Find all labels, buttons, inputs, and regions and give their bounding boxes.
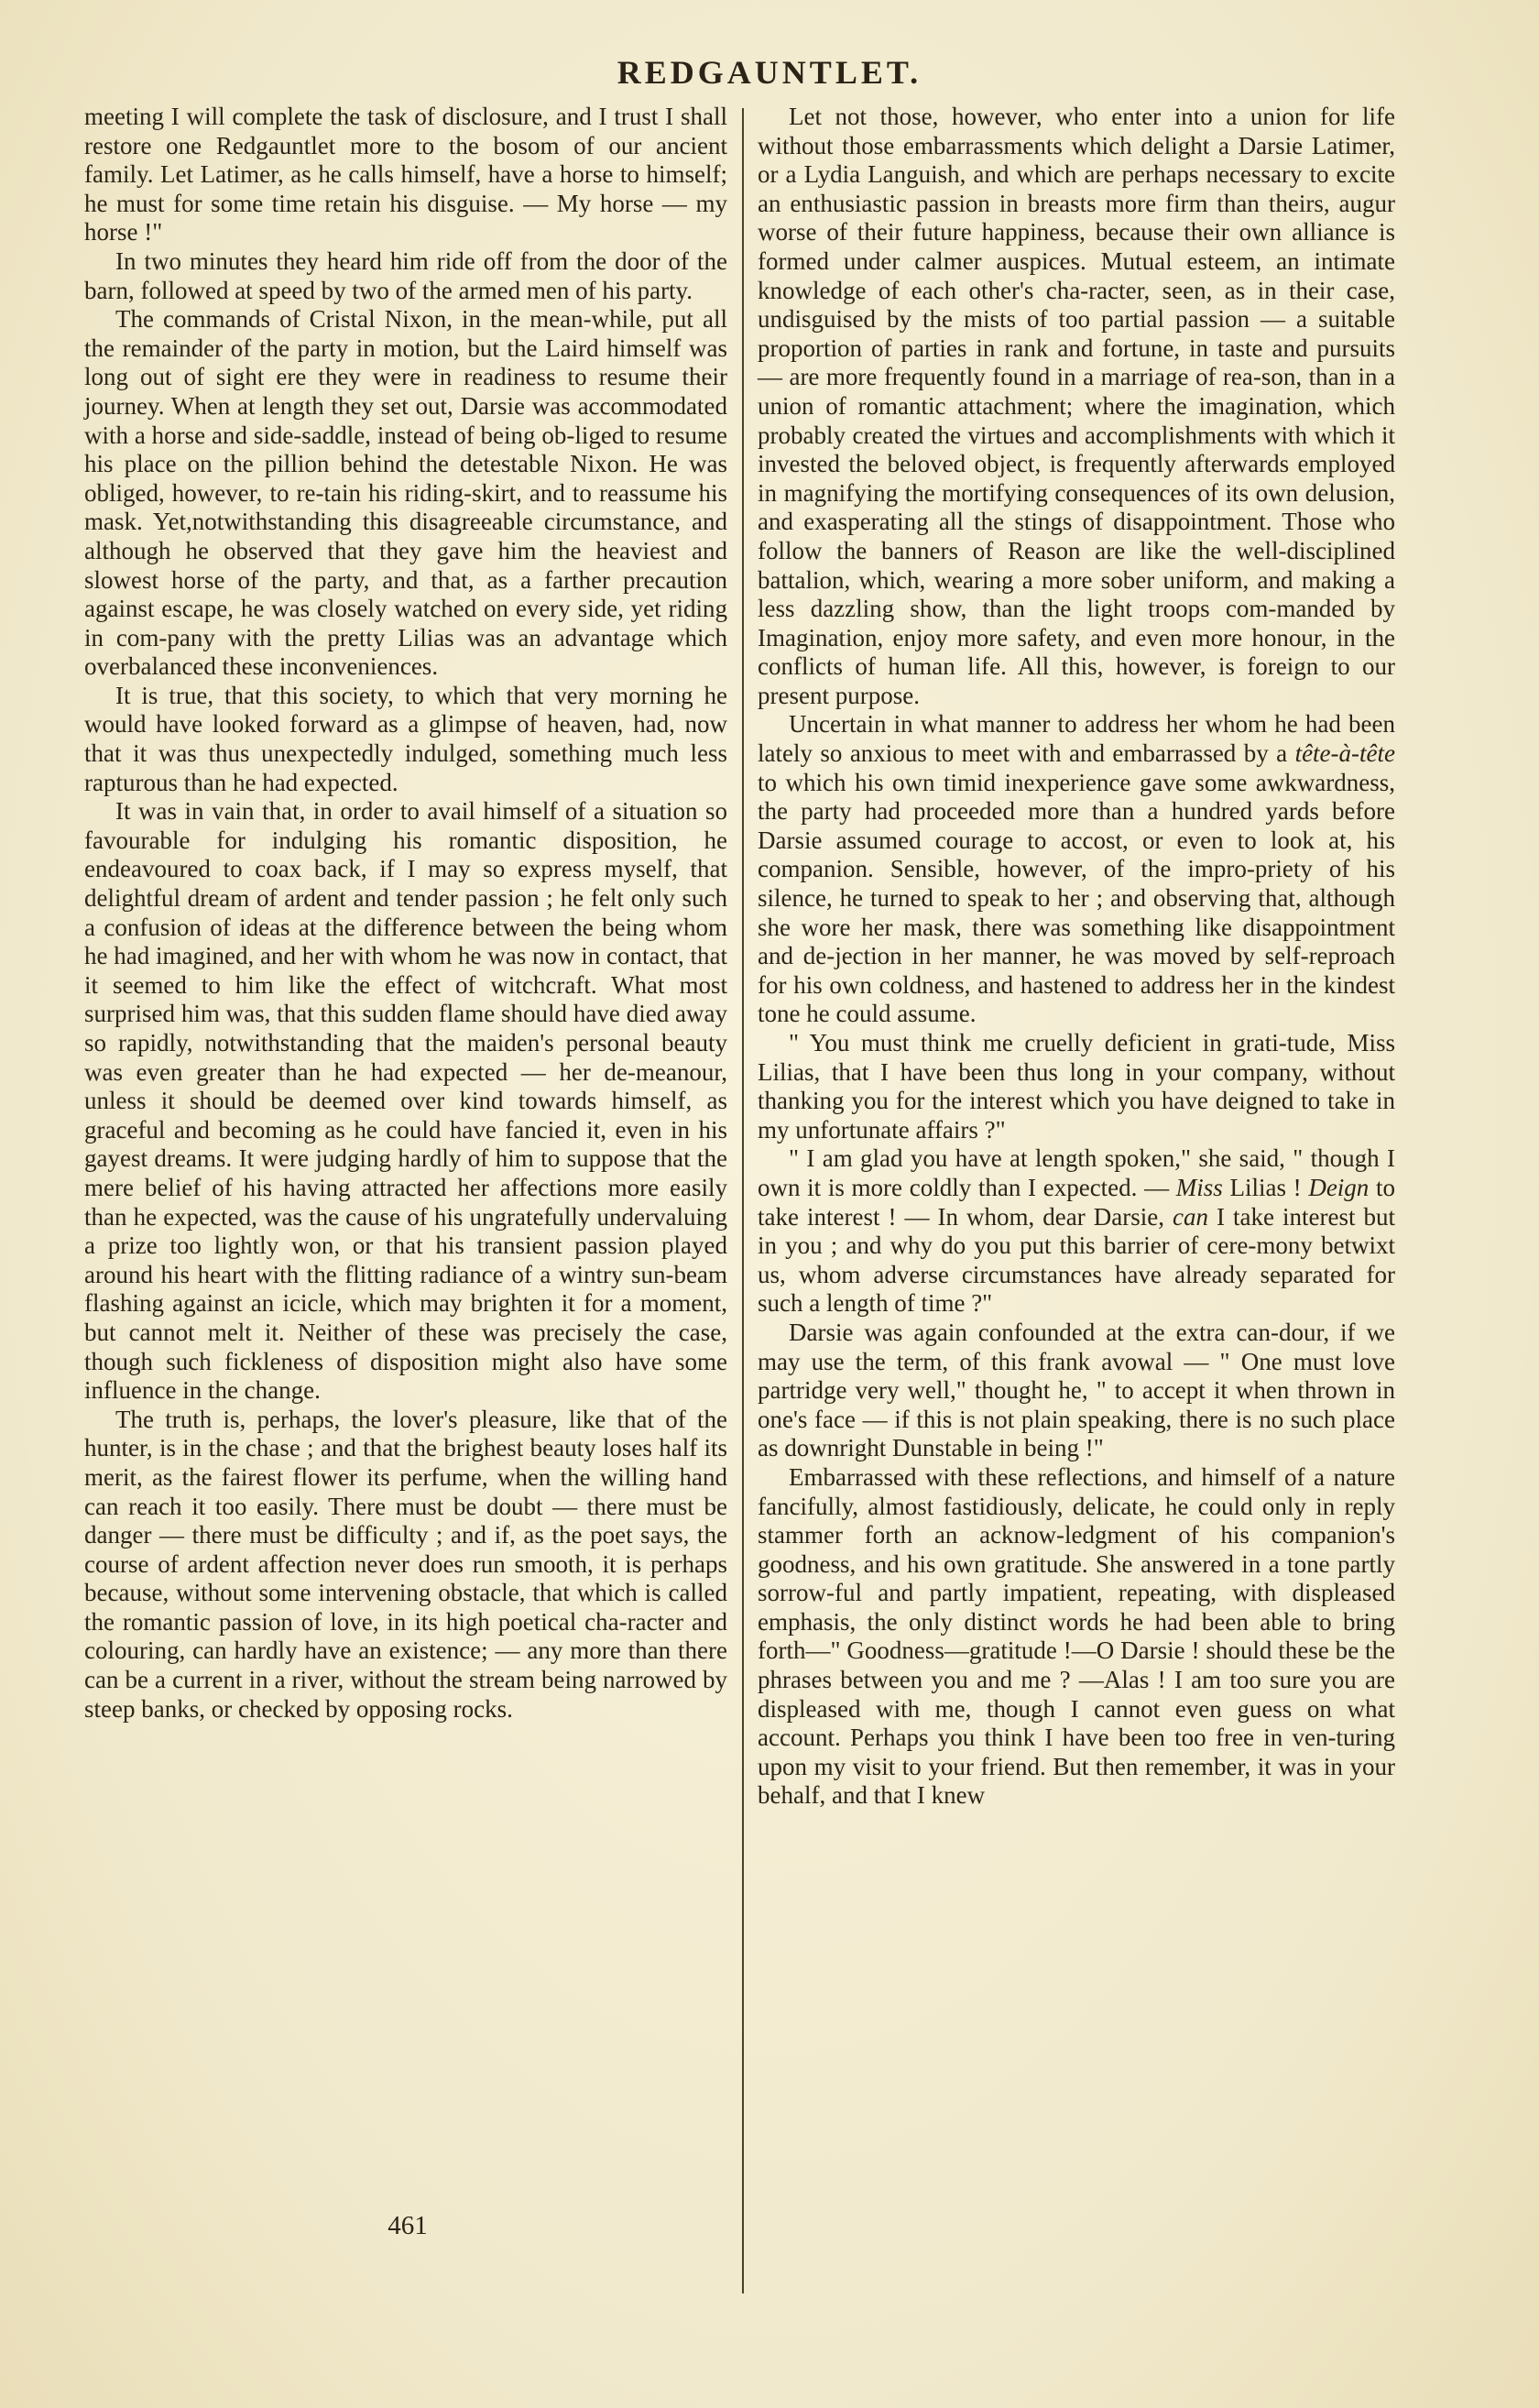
column-divider — [742, 108, 744, 2293]
paragraph: " You must think me cruelly deficient in grati-tude, Miss Lilias, that I have been thus long in your company, without thanking you for the interest which you have deigned to take in my unfortunate affairs ?" — [758, 1029, 1395, 1144]
paragraph: meeting I will complete the task of disclosure, and I trust I shall restore one Redgauntlet more to the bosom of our ancient family. Let Latimer, as he calls himself, have a horse to himself; he must for some time retain his disguise. — My horse — my horse !" — [84, 103, 727, 246]
paragraph: Let not those, however, who enter into a union for life without those embarrassments which delight a Darsie Latimer, or a Lydia Languish, and which are perhaps necessary to excite an enthusiastic passion in breasts more firm than theirs, augur worse of their future happiness, because their own alliance is formed under calmer auspices. Mutual esteem, an intimate knowledge of each other's cha-racter, seen, as in their case, undisguised by the mists of too partial passion — a suitable proportion of parties in rank and fortune, in taste and pursuits — are more frequently found in a marriage of rea-son, than in a union of romantic attachment; where the imagination, which probably created the virtues and accomplishments with which it invested the beloved object, is frequently afterwards employed in magnifying the mortifying consequences of its own delusion, and exasperating all the stings of disappointment. Those who follow the banners of Reason are like the well-disciplined battalion, which, wearing a more sober uniform, and making a less dazzling show, than the light troops com-manded by Imagination, enjoy more safety, and even more honour, in the conflicts of human life. All this, however, is foreign to our present purpose. — [758, 103, 1395, 709]
paragraph — [758, 710, 1395, 1029]
italic-word: Miss — [1175, 1173, 1223, 1201]
italic-word: Deign — [1308, 1173, 1370, 1201]
paragraph: In two minutes they heard him ride off from the door of the barn, followed at speed by two of the armed men of his party. — [84, 246, 727, 304]
paragraph: Darsie was again confounded at the extra can-dour, if we may use the term, of this frank avowal — " One must love partridge very well," thought he, " to accept it when thrown in one's face — if this is not plain speaking, there is no such place as downright Dunstable in being !" — [758, 1318, 1395, 1462]
italic-phrase: tête-à-tête — [1294, 739, 1395, 768]
paragraph-text: Uncertain in what manner to address her whom he had been lately so anxious to meet with and embarrassed by a — [758, 710, 1395, 768]
paragraph: It was in vain that, in order to avail himself of a situation so favourable for indulging his romantic disposition, he endeavoured to coax back, if I may so express myself, that delightful dream of ardent and tender passion ; he felt only such a confusion of ideas at the difference between the being whom he had imagined, and her with whom he was now in contact, that it seemed to him like the effect of witchcraft. What most surprised him was, that this sudden flame should have died away so rapidly, notwithstanding that the maiden's personal beauty was even greater than he had expected — her de-meanour, unless it should be deemed over kind towards himself, as graceful and becoming as he could have fancied it, even in his gayest dreams. It were judging hardly of him to suppose that the mere belief of his having attracted her affections more easily than he expected, was the cause of his ungratefully undervaluing a prize too lightly won, or that his transient passion played around his heart with the flitting radiance of a wintry sun-beam flashing against an icicle, which may brighten it for a moment, but cannot melt it. Neither of these was precisely the case, though such fickleness of disposition might also have some influence in the change. — [84, 797, 727, 1405]
running-head-title: REDGAUNTLET. — [617, 54, 922, 91]
left-column — [84, 103, 727, 1724]
page-number: 461 — [387, 2211, 428, 2240]
paragraph-text: to which his own timid inexperience gave some awkwardness, the party had proceeded more than a hundred yards before Darsie assumed courage to accost, or even to look at, his companion. Sensible, however, of the impro-priety of his silence, he turned to speak to her ; and observing that, although she wore her mask, there was something like disappointment and de-jection in her manner, he was moved by self-reproach for his own coldness, and hastened to address her in the kindest tone he could assume. — [758, 768, 1395, 1028]
paragraph-text: I take interest but in you ; and why do you put this barrier of cere-mony betwixt us, whom adverse circumstances have already separated for such a length of time ?" — [758, 1202, 1395, 1318]
paragraph: It is true, that this society, to which that very morning he would have looked forward as a glimpse of heaven, had, now that it was thus unexpectedly indulged, something much less rapturous than he had expected. — [84, 681, 727, 796]
italic-word: can — [1173, 1202, 1208, 1231]
right-column — [758, 103, 1395, 1811]
paragraph: The truth is, perhaps, the lover's pleasure, like that of the hunter, is in the chase ; and that the brighest beauty loses half its merit, as the fairest flower its perfume, when the willing hand can reach it too easily. There must be doubt — there must be danger — there must be difficulty ; and if, as the poet says, the course of ardent affection never does run smooth, it is perhaps because, without some intervening obstacle, that which is called the romantic passion of love, in its high poetical cha-racter and colouring, can hardly have an existence; — any more than there can be a current in a river, without the stream being narrowed by steep banks, or checked by opposing rocks. — [84, 1405, 727, 1723]
paragraph-text: Lilias ! — [1222, 1173, 1309, 1201]
paragraph: Embarrassed with these reflections, and himself of a nature fancifully, almost fastidiously, delicate, he could only in reply stammer forth an acknow-ledgment of his companion's goodness, and his own gratitude. She answered in a tone partly sorrow-ful and partly impatient, repeating, with displeased emphasis, the only distinct words he had been able to bring forth—" Goodness—gratitude !—O Darsie ! should these be the phrases between you and me ? —Alas ! I am too sure you are displeased with me, though I cannot even guess on what account. Perhaps you think I have been too free in ven-turing upon my visit to your friend. But then remember, it was in your behalf, and that I knew — [758, 1462, 1395, 1810]
paragraph-text: " I am glad you have at length spoken," she said, " though I own it is more coldly than I expected. — — [758, 1144, 1395, 1201]
paragraph: The commands of Cristal Nixon, in the mean-while, put all the remainder of the party in motion, but the Laird himself was long out of sight ere they were in readiness to resume their journey. When at length they set out, Darsie was accommodated with a horse and side-saddle, instead of being ob-liged to resume his place on the pillion behind the detestable Nixon. He was obliged, however, to re-tain his riding-skirt, and to reassume his mask. Yet,notwithstanding this disagreeable circumstance, and although he observed that they gave him the heaviest and slowest horse of the party, and that, as a farther precaution against escape, he was closely watched on every side, yet riding in com-pany with the pretty Lilias was an advantage which overbalanced these inconveniences. — [84, 305, 727, 681]
paragraph-text: to take interest ! — In whom, dear Darsie, — [758, 1173, 1395, 1231]
paragraph — [758, 1144, 1395, 1319]
